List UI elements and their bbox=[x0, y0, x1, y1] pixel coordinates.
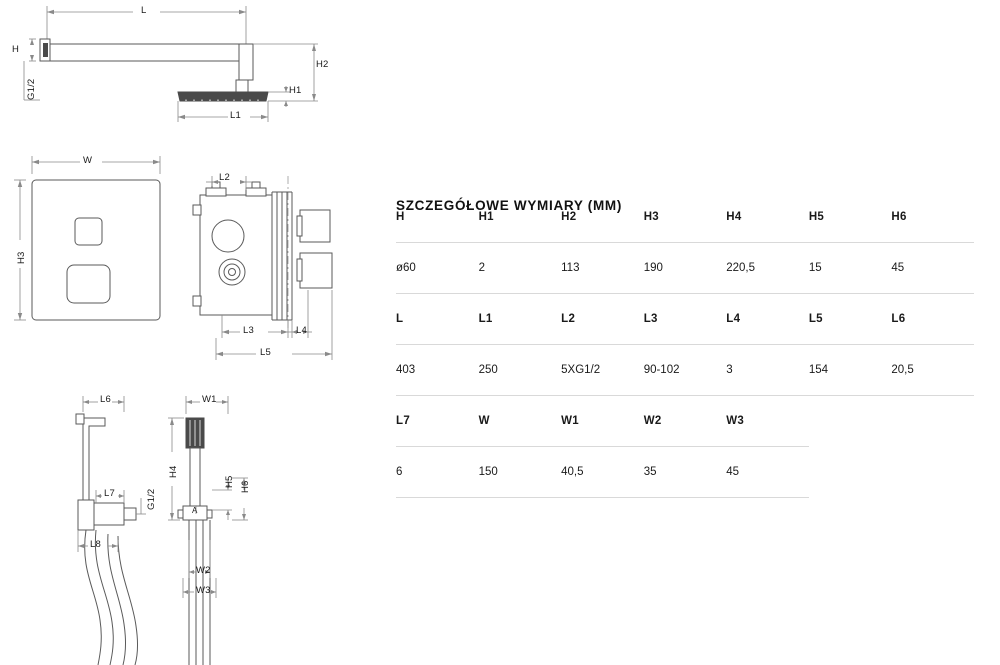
cell-lv-3: 90-102 bbox=[644, 345, 727, 396]
cell-lv-2: 5XG1/2 bbox=[561, 345, 644, 396]
cell-l-4: L4 bbox=[726, 294, 809, 345]
cell-lv-1: 250 bbox=[479, 345, 562, 396]
dimensions-table-wrap bbox=[396, 192, 974, 498]
cell-w-2: W1 bbox=[561, 396, 644, 447]
dim-label-G12-top: G1/2 bbox=[26, 78, 37, 100]
dim-label-H1: H1 bbox=[289, 85, 302, 96]
dim-label-H5: H5 bbox=[224, 475, 235, 488]
dim-label-L5: L5 bbox=[260, 347, 271, 358]
cell-hv-5: 15 bbox=[809, 243, 892, 294]
cell-h-1: H1 bbox=[479, 192, 562, 243]
dim-label-A: A bbox=[192, 506, 198, 515]
cell-wv-2: 40,5 bbox=[561, 447, 644, 498]
dim-label-L8: L8 bbox=[90, 539, 101, 550]
dim-label-H4: H4 bbox=[168, 465, 179, 478]
dim-label-L6: L6 bbox=[100, 394, 111, 405]
dim-label-W: W bbox=[83, 155, 93, 166]
dim-label-L2: L2 bbox=[219, 172, 230, 183]
cell-h-3: H3 bbox=[644, 192, 727, 243]
cell-wv-1: 150 bbox=[479, 447, 562, 498]
dim-label-W2: W2 bbox=[196, 565, 211, 576]
table-row-header-h bbox=[396, 192, 974, 243]
table-title: SZCZEGÓŁOWE WYMIARY (MM) bbox=[396, 198, 623, 213]
cell-l-2: L2 bbox=[561, 294, 644, 345]
dim-label-L3: L3 bbox=[243, 325, 254, 336]
cell-h-0: H bbox=[396, 192, 479, 243]
cell-wv-0: 6 bbox=[396, 447, 479, 498]
dim-label-H3: H3 bbox=[16, 251, 27, 264]
cell-wv-4: 45 bbox=[726, 447, 809, 498]
cell-lv-4: 3 bbox=[726, 345, 809, 396]
cell-lv-5: 154 bbox=[809, 345, 892, 396]
table-row-values-h bbox=[396, 243, 974, 294]
table-row-header-w bbox=[396, 396, 974, 447]
cell-h-4: H4 bbox=[726, 192, 809, 243]
cell-w-5 bbox=[809, 396, 892, 447]
dim-label-L: L bbox=[141, 5, 147, 16]
dim-label-L7: L7 bbox=[104, 488, 115, 499]
dim-label-H: H bbox=[12, 44, 20, 55]
cell-lv-6: 20,5 bbox=[891, 345, 974, 396]
cell-l-0: L bbox=[396, 294, 479, 345]
table-row-header-l bbox=[396, 294, 974, 345]
cell-wv-6 bbox=[891, 447, 974, 498]
cell-h-5: H5 bbox=[809, 192, 892, 243]
cell-l-3: L3 bbox=[644, 294, 727, 345]
cell-w-1: W bbox=[479, 396, 562, 447]
dimensions-table bbox=[396, 192, 974, 498]
dim-label-W1: W1 bbox=[202, 394, 217, 405]
cell-wv-3: 35 bbox=[644, 447, 727, 498]
dim-label-L1: L1 bbox=[230, 110, 241, 121]
dim-label-W3: W3 bbox=[196, 585, 211, 596]
table-row-values-w bbox=[396, 447, 974, 498]
cell-w-4: W3 bbox=[726, 396, 809, 447]
dim-label-H2: H2 bbox=[316, 59, 329, 70]
cell-hv-2: 113 bbox=[561, 243, 644, 294]
cell-w-6 bbox=[891, 396, 974, 447]
cell-w-3: W2 bbox=[644, 396, 727, 447]
cell-hv-1: 2 bbox=[479, 243, 562, 294]
cell-hv-3: 190 bbox=[644, 243, 727, 294]
cell-h-6: H6 bbox=[891, 192, 974, 243]
dim-label-H6: H6 bbox=[240, 480, 251, 493]
dim-label-L4: L4 bbox=[296, 325, 307, 336]
cell-w-0: L7 bbox=[396, 396, 479, 447]
cell-l-6: L6 bbox=[891, 294, 974, 345]
cell-hv-6: 45 bbox=[891, 243, 974, 294]
cell-hv-4: 220,5 bbox=[726, 243, 809, 294]
cell-l-1: L1 bbox=[479, 294, 562, 345]
table-row-values-l bbox=[396, 345, 974, 396]
cell-l-5: L5 bbox=[809, 294, 892, 345]
cell-hv-0: ø60 bbox=[396, 243, 479, 294]
dim-label-G12-handset: G1/2 bbox=[146, 488, 157, 510]
cell-wv-5 bbox=[809, 447, 892, 498]
cell-lv-0: 403 bbox=[396, 345, 479, 396]
cell-h-2: H2 bbox=[561, 192, 644, 243]
